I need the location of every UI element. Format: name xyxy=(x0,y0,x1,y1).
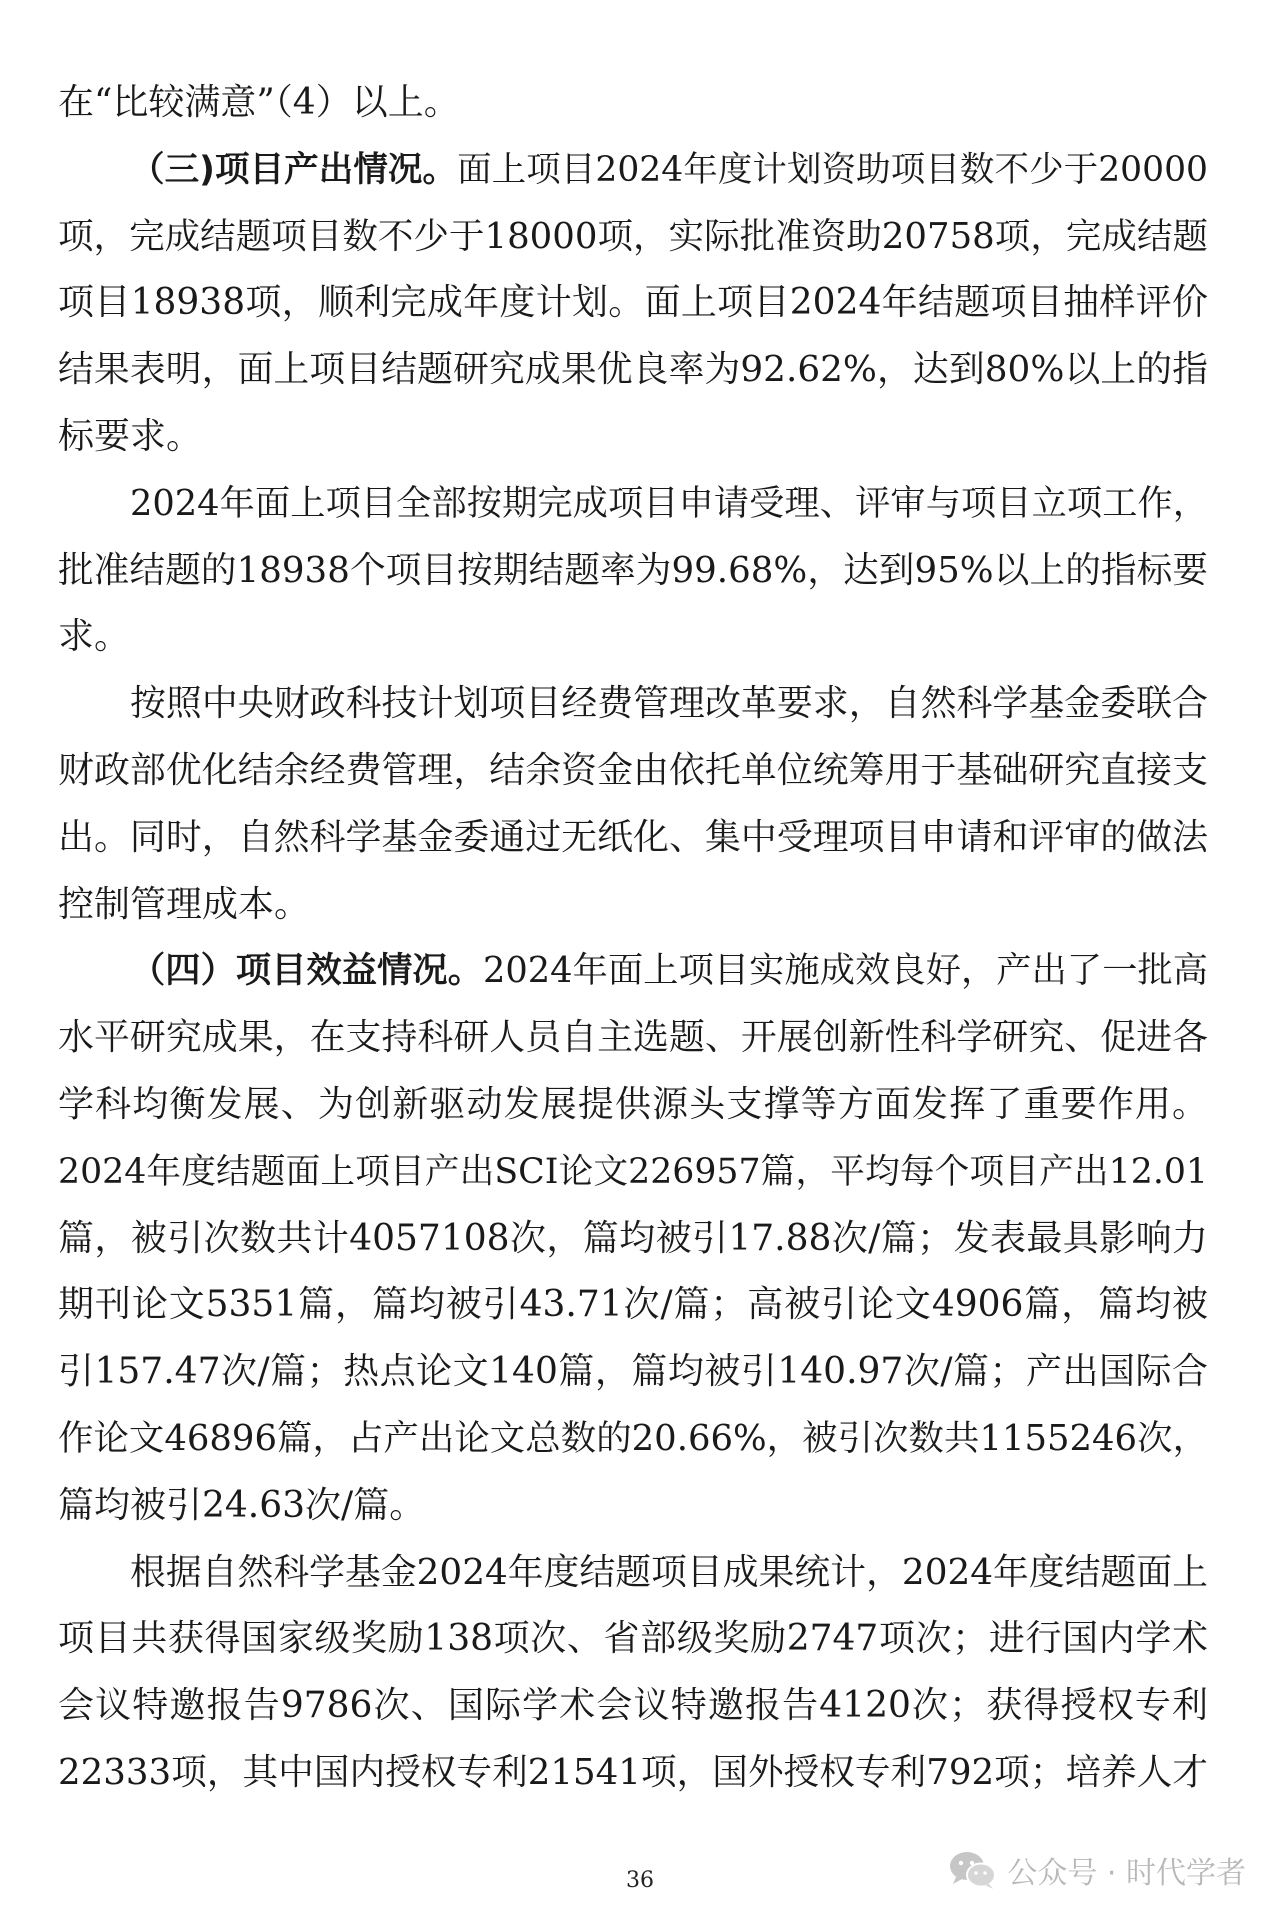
text-line: 控制管理成本。 xyxy=(58,883,311,925)
text-line: 2024年度结题面上项目产出SCI论文226957篇，平均每个项目产出12.01 xyxy=(58,1151,1208,1192)
text-line: 出。同时，自然科学基金委通过无纸化、集中受理项目申请和评审的做法 xyxy=(58,816,1208,858)
text-line: 求。 xyxy=(58,616,131,658)
section-heading-three: （三)项目产出情况。 xyxy=(130,149,458,190)
page-number: 36 xyxy=(626,1868,654,1893)
document-body xyxy=(58,70,1208,1807)
text-line: 在“比较满意”（4）以上。 xyxy=(58,82,460,123)
text-line: 结果表明，面上项目结题研究成果优良率为92.62%，达到80%以上的指 xyxy=(58,349,1208,391)
text-line: 期刊论文5351篇，篇均被引43.71次/篇；高被引论文4906篇，篇均被 xyxy=(58,1284,1208,1326)
text-line: 财政部优化结余经费管理，结余资金由依托单位统筹用于基础研究直接支 xyxy=(58,749,1208,791)
text-line: 篇均被引24.63次/篇。 xyxy=(58,1484,426,1526)
text-line: 项目18938项，顺利完成年度计划。面上项目2024年结题项目抽样评价 xyxy=(58,282,1208,324)
watermark xyxy=(947,1848,1246,1892)
text-line: 项目共获得国家级奖励138项次、省部级奖励2747项次；进行国内学术 xyxy=(58,1618,1208,1660)
text-line: 会议特邀报告9786次、国际学术会议特邀报告4120次；获得授权专利 xyxy=(58,1685,1208,1727)
text-line: 标要求。 xyxy=(58,415,203,457)
text-line: 批准结题的18938个项目按期结题率为99.68%，达到95%以上的指标要 xyxy=(58,549,1208,591)
section-heading-four: （四）项目效益情况。 xyxy=(130,950,484,992)
text-line: 学科均衡发展、为创新驱动发展提供源头支撑等方面发挥了重要作用。 xyxy=(58,1083,1208,1125)
text-line: 根据自然科学基金2024年度结题项目成果统计，2024年度结题面上 xyxy=(130,1551,1208,1593)
text-line: 按照中央财政科技计划项目经费管理改革要求，自然科学基金委联合 xyxy=(130,683,1208,725)
text-line: 作论文46896篇，占产出论文总数的20.66%，被引次数共1155246次， xyxy=(58,1417,1208,1459)
watermark-text: 公众号 · 时代学者 xyxy=(1007,1856,1246,1891)
section-four-first-line: （四）项目效益情况。2024年面上项目实施成效良好，产出了一批高 xyxy=(130,950,1208,992)
text-line: 水平研究成果，在支持科研人员自主选题、开展创新性科学研究、促进各 xyxy=(58,1017,1208,1059)
text-line: 篇，被引次数共计4057108次，篇均被引17.88次/篇；发表最具影响力 xyxy=(58,1217,1208,1259)
wechat-icon xyxy=(947,1848,999,1892)
text-line: 2024年面上项目全部按期完成项目申请受理、评审与项目立项工作， xyxy=(130,482,1208,524)
text-line: 22333项，其中国内授权专利21541项，国外授权专利792项；培养人才 xyxy=(58,1751,1208,1793)
text-line: 项，完成结题项目数不少于18000项，实际批准资助20758项，完成结题 xyxy=(58,215,1208,257)
section-three-first-line: （三)项目产出情况。面上项目2024年度计划资助项目数不少于20000 xyxy=(130,149,1208,190)
text-line: 引157.47次/篇；热点论文140篇，篇均被引140.97次/篇；产出国际合 xyxy=(58,1351,1208,1393)
